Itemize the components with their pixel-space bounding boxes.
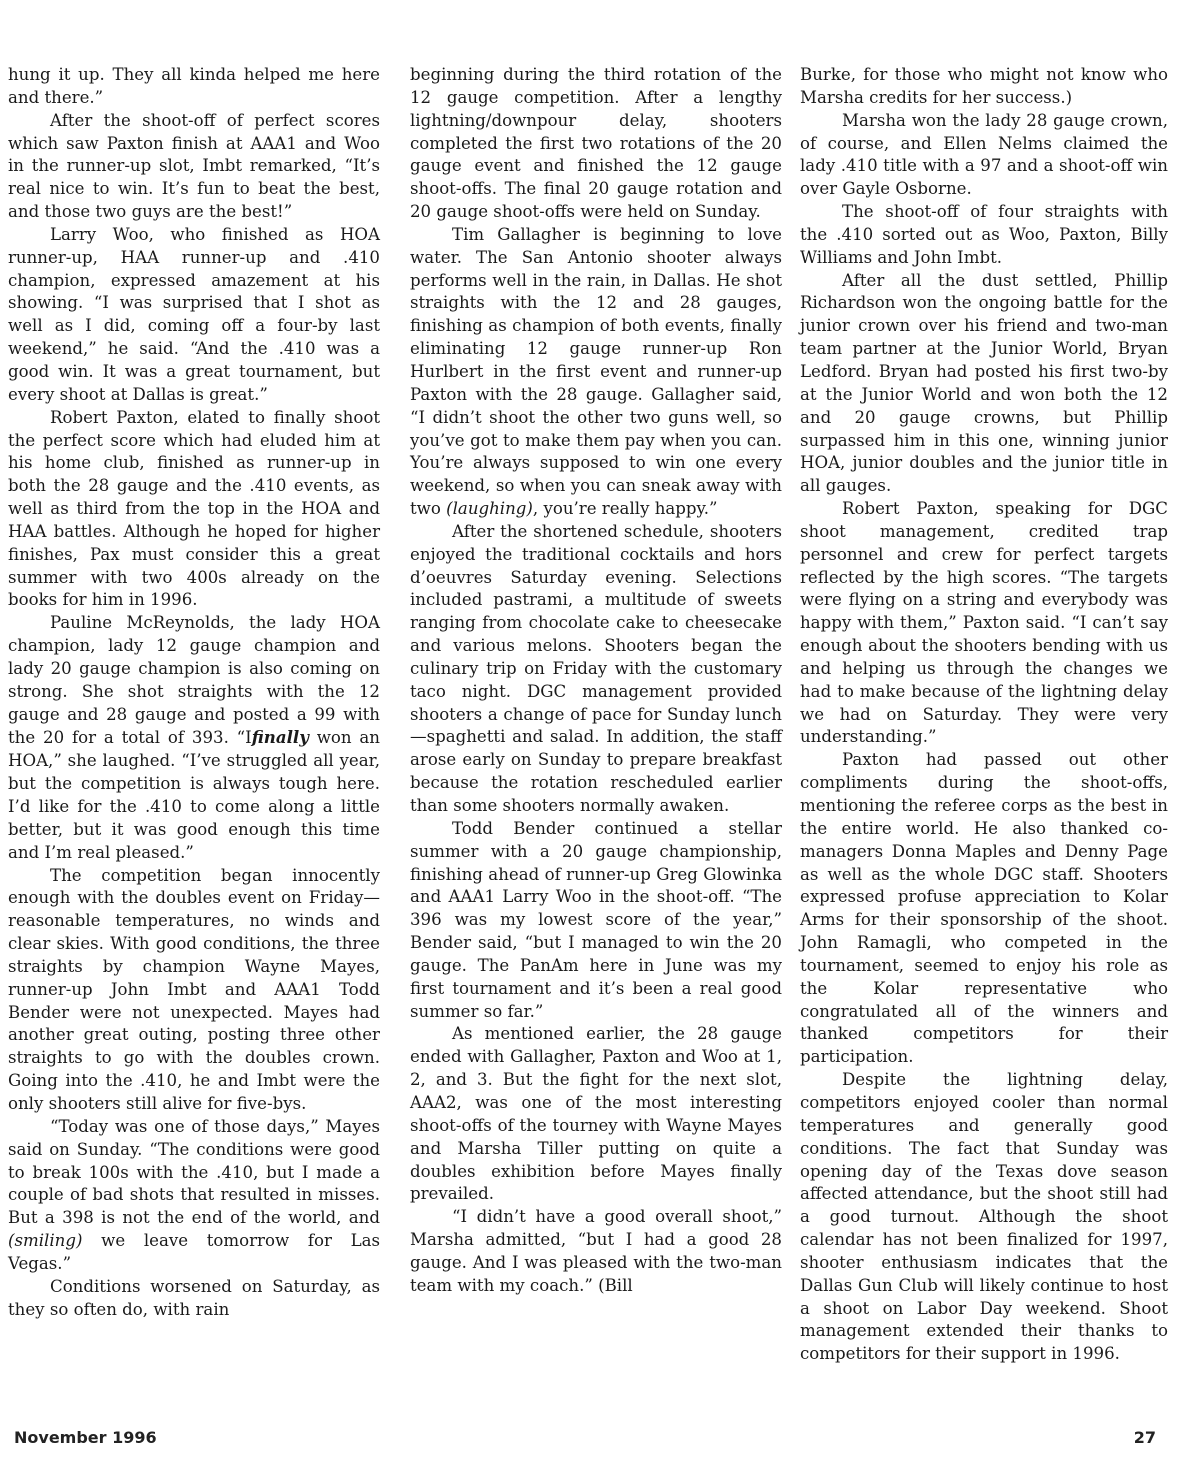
page-number: 27 (1133, 1428, 1156, 1447)
text-run: finally (251, 727, 309, 748)
text-run: we leave tomorrow for Las Vegas.” (8, 1231, 380, 1273)
text-run: Todd Bender continued a stellar summer with a 20 gauge championship, finishing ahead of runner-up Greg Glowinka and AAA1 Larry Woo in the shoot-off. “The 396 was my lowest score of the year,” Bender said, “but I managed to win the 20 gauge. The PanAm here in June was my first tournament and it’s been a real good summer so far.” (410, 818, 782, 1021)
article-paragraph (800, 749, 1168, 1069)
article-paragraph (410, 1023, 782, 1206)
article-paragraph (8, 612, 380, 864)
text-run: Despite the lightning delay, competitors enjoyed cooler than normal temperatures and generally good conditions. The fact that Sunday was opening day of the Texas dove season affected attendance, but the shoot still had a good turnout. Although the shoot calendar has not been finalized for 1997, shooter enthusiasm indicates that the Dallas Gun Club will likely continue to host a shoot on Labor Day weekend. Shoot management extended their thanks to competitors for their support in 1996. (800, 1070, 1168, 1364)
text-run: (laughing) (446, 499, 533, 519)
text-run: Conditions worsened on Saturday, as they so often do, with rain (8, 1276, 380, 1319)
text-run: The competition began innocently enough with the doubles event on Friday—reasonable temperatures, no winds and clear skies. With good conditions, the three straights by champion Wayne Mayes, runner-up John Imbt and AAA1 Todd Bender were not unexpected. Mayes had another great outing, posting three other straights to go with the doubles crown. Going into the .410, he and Imbt were the only shooters still alive for five-bys. (8, 865, 380, 1113)
article-paragraph (8, 1276, 380, 1322)
text-run: won an HOA,” she laughed. “I’ve struggled all year, but the competition is always tough here. I’d like for the .410 to come along a little better, but it was good enough this time and I’m real pleased.” (8, 728, 380, 862)
article-paragraph (8, 865, 380, 1116)
article-paragraph (410, 818, 782, 1024)
text-run: Pauline McReynolds, the lady HOA champion, lady 12 gauge champion and lady 20 gauge champion is also coming on strong. She shot straights with the 12 gauge and 28 gauge and posted a 99 with the 20 for a total of 393. “I (8, 613, 380, 748)
article-paragraph (8, 64, 380, 110)
article-paragraph (410, 521, 782, 818)
article-paragraph (8, 224, 380, 407)
text-run: Larry Woo, who finished as HOA runner-up, HAA runner-up and .410 champion, expressed amazement at his showing. “I was surprised that I shot as well as I did, coming off a four-by last weekend,” he said. “And the .410 was a good win. It was a great tournament, but every shoot at Dallas is great.” (8, 224, 380, 404)
text-run: hung it up. They all kinda helped me here and there.” (8, 65, 380, 107)
text-run: Burke, for those who might not know who Marsha credits for her success.) (800, 65, 1168, 107)
article-paragraph (410, 64, 782, 224)
text-run: beginning during the third rotation of the 12 gauge competition. After a lengthy lightning/downpour delay, shooters completed the first two rotations of the 20 gauge event and finished the 12 gauge shoot-offs. The final 20 gauge rotation and 20 gauge shoot-offs were held on Sunday. (410, 65, 782, 222)
article-paragraph (8, 407, 380, 613)
text-run: Robert Paxton, speaking for DGC shoot management, credited trap personnel and crew for perfect targets reflected by the high scores. “The targets were flying on a string and everybody was happy with them,” Paxton said. “I can’t say enough about the shooters bending with us and helping us through the changes we had to make because of the lightning delay we had on Saturday. They were very understanding.” (800, 499, 1168, 747)
text-run: After the shoot-off of perfect scores which saw Paxton finish at AAA1 and Woo in the runner-up slot, Imbt remarked, “It’s real nice to win. It’s fun to beat the best, and those two guys are the best!” (8, 110, 380, 222)
text-run: Robert Paxton, elated to finally shoot the perfect score which had eluded him at his home club, finished as runner-up in both the 28 gauge and the .410 events, as well as third from the top in the HOA and HAA battles. Although he hoped for higher finishes, Pax must consider this a great summer with two 400s already on the books for him in 1996. (8, 407, 380, 610)
text-run: Tim Gallagher is beginning to love water. The San Antonio shooter always performs well in the rain, in Dallas. He shot straights with the 12 and 28 gauges, finishing as champion of both events, finally eliminating 12 gauge runner-up Ron Hurlbert in the first event and runner-up Paxton with the 28 gauge. Gallagher said, “I didn’t shoot the other two guns well, so you’ve got to make them pay when you can. You’re always supposed to win one every weekend, so when you can sneak away with two (410, 224, 782, 519)
article-paragraph (800, 498, 1168, 749)
text-run: After the shortened schedule, shooters enjoyed the traditional cocktails and hors d’oeuvres Saturday evening. Selections included pastrami, a multitude of sweets ranging from chocolate cake to cheesecake and various melons. Shooters began the culinary trip on Friday with the customary taco night. DGC management provided shooters a change of pace for Sunday lunch—spaghetti and salad. In addition, the staff arose early on Sunday to prepare breakfast because the rotation rescheduled earlier than some shooters normally awaken. (410, 521, 782, 815)
article-paragraph (800, 1069, 1168, 1366)
article-column-2 (410, 64, 782, 1298)
article-paragraph (410, 224, 782, 521)
text-run: The shoot-off of four straights with the .410 sorted out as Woo, Paxton, Billy Williams and John Imbt. (800, 202, 1168, 267)
issue-date-folio: November 1996 (14, 1428, 157, 1447)
text-run: “I didn’t have a good overall shoot,” Marsha admitted, “but I had a good 28 gauge. And I was pleased with the two-man team with my coach.” (Bill (410, 1207, 782, 1295)
text-run: “Today was one of those days,” Mayes said on Sunday. “The conditions were good to break 100s with the .410, but I made a couple of bad shots that resulted in misses. But a 398 is not the end of the world, and (8, 1116, 380, 1228)
article-paragraph (8, 110, 380, 224)
article-column-3 (800, 64, 1168, 1366)
text-run: Paxton had passed out other compliments during the shoot-offs, mentioning the referee corps as the best in the entire world. He also thanked co-managers Donna Maples and Denny Page as well as the whole DGC staff. Shooters expressed profuse appreciation to Kolar Arms for their sponsorship of the shoot. John Ramagli, who competed in the tournament, seemed to enjoy his role as the Kolar representative who congratulated all of the winners and thanked competitors for their participation. (800, 750, 1168, 1067)
article-paragraph (800, 270, 1168, 498)
text-run: Marsha won the lady 28 gauge crown, of course, and Ellen Nelms claimed the lady .410 title with a 97 and a shoot-off win over Gayle Osborne. (800, 110, 1168, 199)
article-paragraph (410, 1206, 782, 1297)
article-paragraph (800, 110, 1168, 201)
text-run: (smiling) (8, 1231, 83, 1251)
article-column-1 (8, 64, 380, 1321)
text-run: , you’re really happy.” (532, 499, 718, 519)
article-paragraph (8, 1116, 380, 1276)
text-run: As mentioned earlier, the 28 gauge ended with Gallagher, Paxton and Woo at 1, 2, and 3. But the fight for the next slot, AAA2, was one of the most interesting shoot-offs of the tourney with Wayne Mayes and Marsha Tiller putting on quite a doubles exhibition before Mayes finally prevailed. (410, 1024, 782, 1204)
article-paragraph (800, 64, 1168, 110)
article-paragraph (800, 201, 1168, 270)
text-run: After all the dust settled, Phillip Richardson won the ongoing battle for the junior crown over his friend and two-man team partner at the Junior World, Bryan Ledford. Bryan had posted his first two-by at the Junior World and won both the 12 and 20 gauge crowns, but Phillip surpassed him in this one, winning junior HOA, junior doubles and the junior title in all gauges. (800, 270, 1168, 496)
